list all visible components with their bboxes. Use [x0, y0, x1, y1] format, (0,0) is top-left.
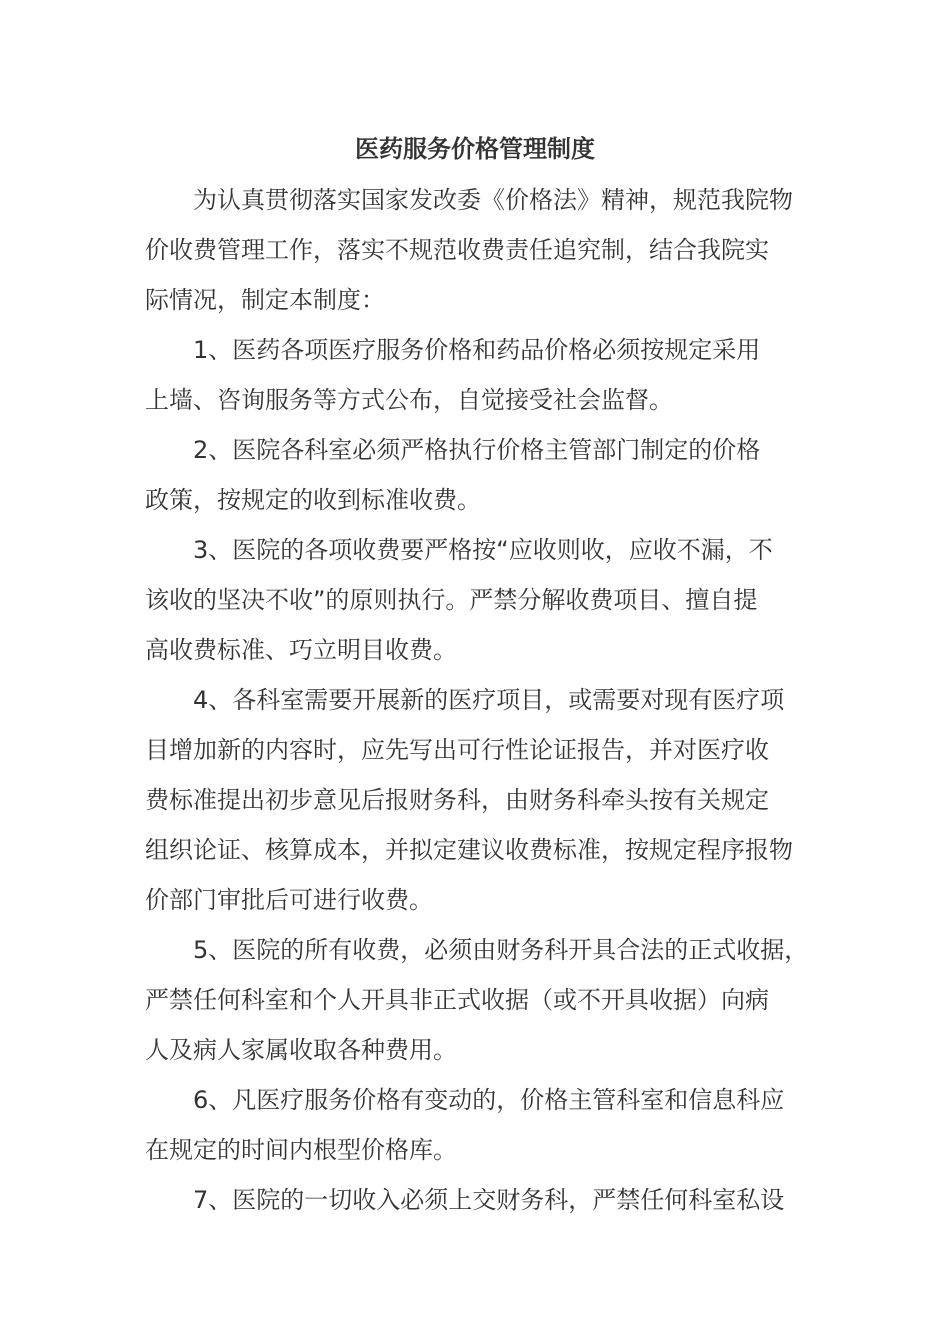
text-line: 5、医院的所有收费，必须由财务科开具合法的正式收据， [193, 936, 809, 964]
text-line: 政策，按规定的收到标准收费。 [145, 486, 481, 514]
text-line: 价部门审批后可进行收费。 [145, 886, 433, 914]
text-line: 6、凡医疗服务价格有变动的，价格主管科室和信息科应 [193, 1086, 785, 1114]
text-line: 人及病人家属收取各种费用。 [145, 1036, 457, 1064]
text-line: 该收的坚决不收”的原则执行。严禁分解收费项目、擅自提 [145, 586, 758, 614]
text-line: 在规定的时间内根型价格库。 [145, 1136, 457, 1164]
text-line: 上墙、咨询服务等方式公布，自觉接受社会监督。 [145, 386, 673, 414]
text-line: 组织论证、核算成本，并拟定建议收费标准，按规定程序报物 [145, 836, 793, 864]
text-line: 际情况，制定本制度： [145, 286, 385, 314]
text-line: 严禁任何科室和个人开具非正式收据（或不开具收据）向病 [145, 986, 769, 1014]
text-line: 3、医院的各项收费要严格按“应收则收，应收不漏，不 [193, 536, 773, 564]
text-line: 费标准提出初步意见后报财务科，由财务科牵头按有关规定 [145, 786, 769, 814]
document-body [145, 175, 815, 1225]
text-line: 价收费管理工作，落实不规范收费责任追究制，结合我院实 [145, 236, 769, 264]
text-line: 7、医院的一切收入必须上交财务科，严禁任何科室私设 [193, 1186, 785, 1214]
text-line: 2、医院各科室必须严格执行价格主管部门制定的价格 [193, 436, 761, 464]
text-line: 4、各科室需要开展新的医疗项目，或需要对现有医疗项 [193, 686, 785, 714]
text-line: 目增加新的内容时，应先写出可行性论证报告，并对医疗收 [145, 736, 769, 764]
page-title: 医药服务价格管理制度 [355, 135, 595, 163]
text-line: 高收费标准、巧立明目收费。 [145, 636, 457, 664]
text-line: 1、医药各项医疗服务价格和药品价格必须按规定采用 [193, 336, 761, 364]
text-line: 为认真贯彻落实国家发改委《价格法》精神，规范我院物 [193, 186, 793, 214]
